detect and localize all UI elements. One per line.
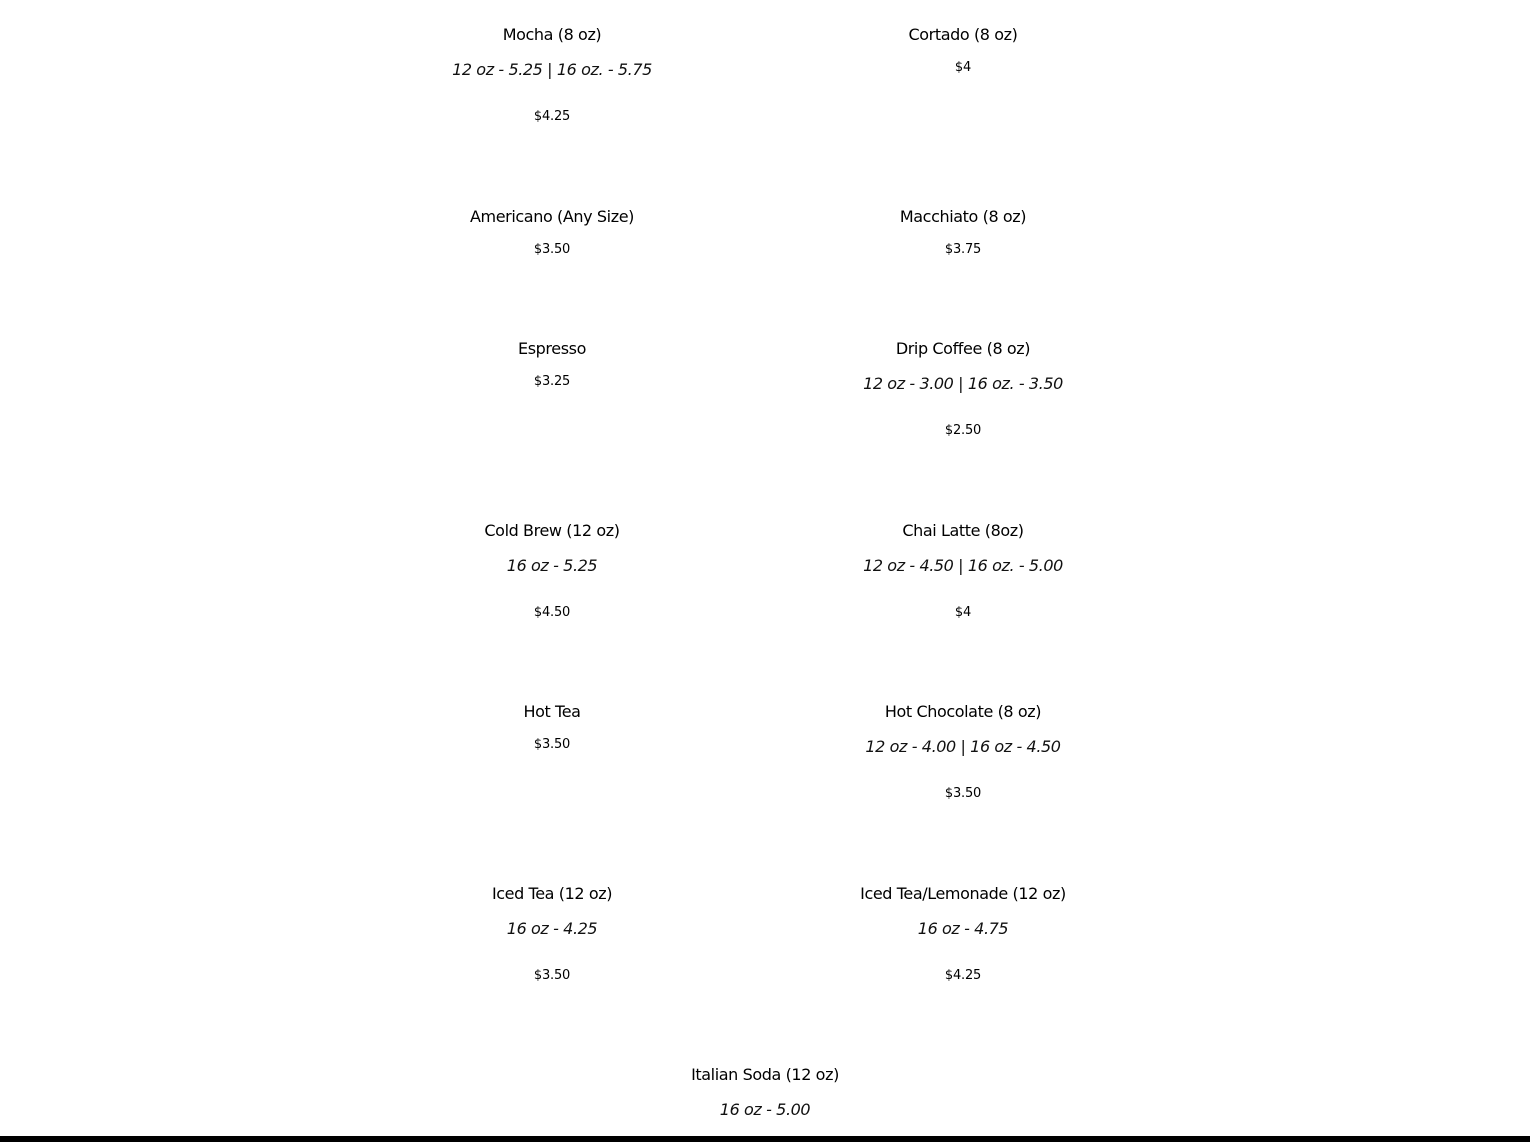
- item-price: $4: [954, 605, 972, 620]
- item-price: $3.50: [944, 786, 982, 801]
- item-price: $3.25: [533, 374, 571, 389]
- item-name: Hot Chocolate (8 oz): [884, 702, 1042, 721]
- item-name: Chai Latte (8oz): [902, 521, 1024, 540]
- item-name: Iced Tea (12 oz): [491, 884, 613, 903]
- item-name: Macchiato (8 oz): [899, 207, 1027, 226]
- item-name: Italian Soda (12 oz): [691, 1065, 839, 1084]
- item-price: $3.50: [533, 737, 571, 752]
- item-price: $4.50: [533, 605, 571, 620]
- item-price: $4.25: [944, 968, 982, 983]
- item-size-prices: 16 oz - 4.25: [506, 919, 598, 938]
- item-size-prices: 16 oz - 5.25: [506, 556, 598, 575]
- item-price: $3.50: [533, 242, 571, 257]
- item-name: Mocha (8 oz): [502, 25, 602, 44]
- item-name: Iced Tea/Lemonade (12 oz): [860, 884, 1066, 903]
- item-price: $4.25: [533, 109, 571, 124]
- item-name: Cold Brew (12 oz): [484, 521, 620, 540]
- item-price: $3.50: [533, 968, 571, 983]
- item-price: $4: [954, 60, 972, 75]
- item-size-prices: 16 oz - 5.00: [719, 1100, 811, 1119]
- item-name: Cortado (8 oz): [908, 25, 1018, 44]
- item-size-prices: 12 oz - 5.25 | 16 oz. - 5.75: [452, 60, 652, 79]
- item-name: Drip Coffee (8 oz): [895, 339, 1031, 358]
- item-price: $2.50: [944, 423, 982, 438]
- item-size-prices: 12 oz - 4.00 | 16 oz - 4.50: [865, 737, 1061, 756]
- item-size-prices: 16 oz - 4.75: [917, 919, 1009, 938]
- item-name: Americano (Any Size): [470, 207, 634, 226]
- item-name: Hot Tea: [523, 702, 581, 721]
- item-name: Espresso: [518, 339, 586, 358]
- bottom-bar: [0, 1136, 1530, 1142]
- item-price: $3.75: [944, 242, 982, 257]
- item-size-prices: 12 oz - 3.00 | 16 oz. - 3.50: [863, 374, 1063, 393]
- item-size-prices: 12 oz - 4.50 | 16 oz. - 5.00: [863, 556, 1063, 575]
